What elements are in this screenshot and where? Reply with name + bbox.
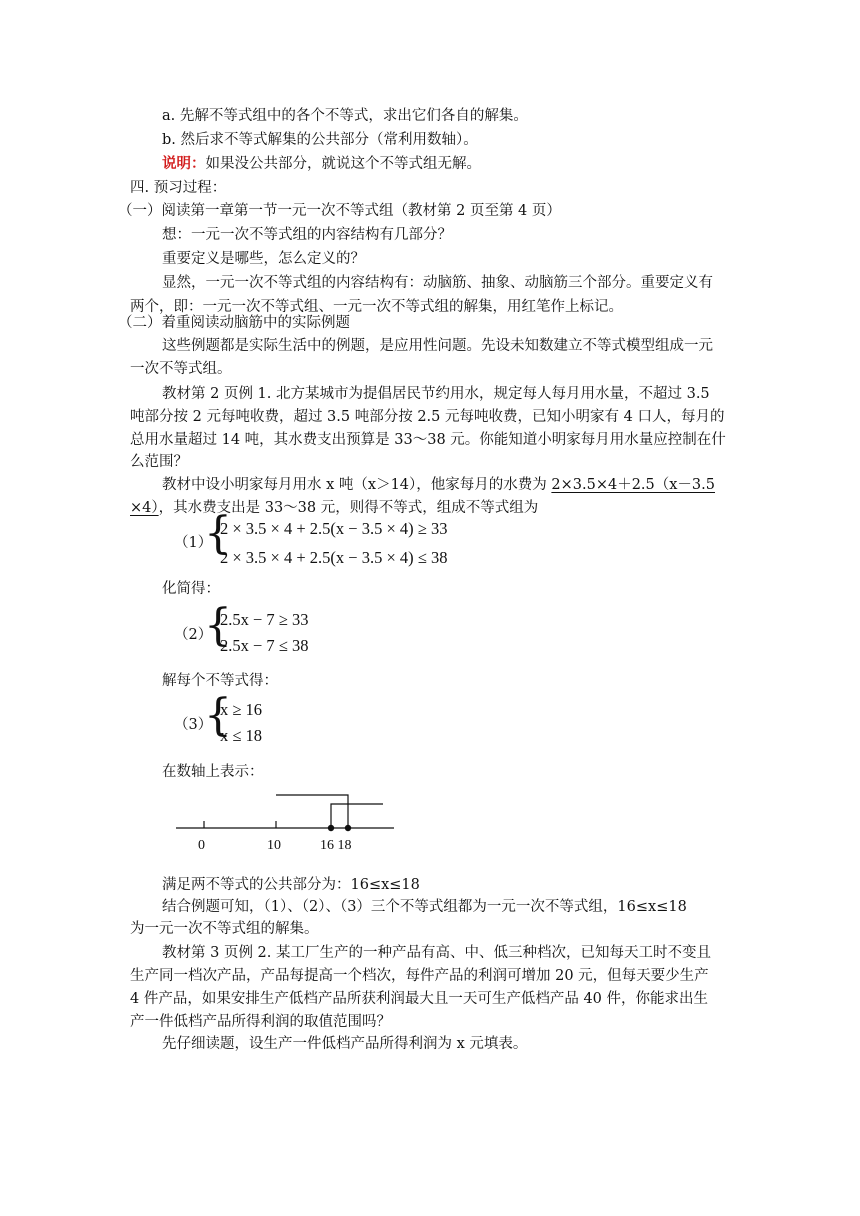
system-label: （3） xyxy=(174,717,213,733)
part-two-heading: （二）着重阅读动脑筋中的实际例题 xyxy=(118,315,350,331)
setup-expression: 2×3.5×4＋2.5（x－3.5 xyxy=(551,477,715,493)
paragraph-line: 为一元一次不等式组的解集。 xyxy=(130,921,319,937)
example-two-line: 4 件产品，如果安排生产低档产品所获利润最大且一天可生产低档产品 40 件，你能求出生 xyxy=(130,991,708,1007)
section-heading: 四. 预习过程： xyxy=(130,180,227,196)
paragraph-line: 这些例题都是实际生活中的例题，是应用性问题。先设未知数建立不等式模型组成一元 xyxy=(162,338,713,354)
endpoint-16-dot xyxy=(328,825,334,831)
step-b: b. 然后求不等式解集的公共部分（常利用数轴）。 xyxy=(162,132,478,148)
setup-text: 教材中设小明家每月用水 x 吨（x＞14），他家每月的水费为 xyxy=(162,477,552,493)
inequality: 2.5x − 7 ≤ 38 xyxy=(220,636,309,655)
tick-label-16-18: 16 18 xyxy=(320,838,352,853)
question-line: 重要定义是哪些，怎么定义的？ xyxy=(162,251,365,267)
tick-label-zero: 0 xyxy=(198,838,205,853)
example-two-line: 产一件低档产品所得利润的取值范围吗？ xyxy=(130,1014,391,1030)
brace-icon: { xyxy=(204,600,232,651)
step-a: a. 先解不等式组中的各个不等式，求出它们各自的解集。 xyxy=(162,108,528,124)
solution-ray-le-18 xyxy=(276,795,348,828)
example-two-line: 生产同一档次产品，产品每提高一个档次，每件产品的利润可增加 20 元，但每天要少生产 xyxy=(130,968,709,984)
inequality: x ≤ 18 xyxy=(220,726,263,745)
paragraph-line: 显然，一元一次不等式组的内容结构有：动脑筋、抽象、动脑筋三个部分。重要定义有 xyxy=(162,275,713,291)
setup-expression: ×4） xyxy=(130,500,159,516)
setup-text: ，其水费支出是 33～38 元，则得不等式，组成不等式组为 xyxy=(158,500,539,516)
number-line-caption: 在数轴上表示： xyxy=(162,764,264,780)
paragraph-line: 两个，即：一元一次不等式组、一元一次不等式组的解集，用红笔作上标记。 xyxy=(130,299,623,315)
note-label: 说明： xyxy=(162,155,206,172)
common-part-line: 满足两不等式的公共部分为：16≤x≤18 xyxy=(162,877,420,893)
inequality: x ≥ 16 xyxy=(220,700,263,719)
paragraph-line: 先仔细读题，设生产一件低档产品所得利润为 x 元填表。 xyxy=(162,1036,528,1052)
system-label: （1） xyxy=(174,535,213,551)
example-one-line: 吨部分按 2 元每吨收费，超过 3.5 吨部分按 2.5 元每吨收费，已知小明家有 4 口人，每月的 xyxy=(130,409,725,425)
example-one-line: 教材第 2 页例 1. 北方某城市为提倡居民节约用水，规定每人每月用水量，不超过 3.5 xyxy=(162,386,710,402)
example-two-line: 教材第 3 页例 2. 某工厂生产的一种产品有高、中、低三种档次，已知每天工时不变且 xyxy=(162,945,711,961)
example-one-line: 么范围？ xyxy=(130,454,188,470)
inequality: 2 × 3.5 × 4 + 2.5(x − 3.5 × 4) ≥ 33 xyxy=(220,519,448,538)
solution-ray-ge-16 xyxy=(331,804,383,828)
inequality: 2 × 3.5 × 4 + 2.5(x − 3.5 × 4) ≤ 38 xyxy=(220,548,448,567)
inequality: 2.5x − 7 ≥ 33 xyxy=(220,610,309,629)
brace-icon: { xyxy=(204,508,232,559)
paragraph-line: 一次不等式组。 xyxy=(130,361,232,377)
simplify-line: 化简得： xyxy=(162,581,220,597)
note-text: 如果没公共部分，就说这个不等式组无解。 xyxy=(205,156,481,172)
endpoint-18-dot xyxy=(345,825,351,831)
system-label: （2） xyxy=(174,627,213,643)
tick-label-ten: 10 xyxy=(267,838,281,853)
brace-icon: { xyxy=(204,690,232,741)
solve-each-line: 解每个不等式得： xyxy=(162,673,278,689)
paragraph-line: 结合例题可知，（1）、（2）、（3）三个不等式组都为一元一次不等式组，16≤x≤18 xyxy=(162,899,687,915)
think-line: 想：一元一次不等式组的内容结构有几部分？ xyxy=(162,227,452,243)
example-one-line: 总用水量超过 14 吨，其水费支出预算是 33～38 元。你能知道小明家每月用水量应控制在什 xyxy=(130,432,726,448)
part-one-heading: （一）阅读第一章第一节一元一次不等式组（教材第 2 页至第 4 页） xyxy=(118,203,561,219)
